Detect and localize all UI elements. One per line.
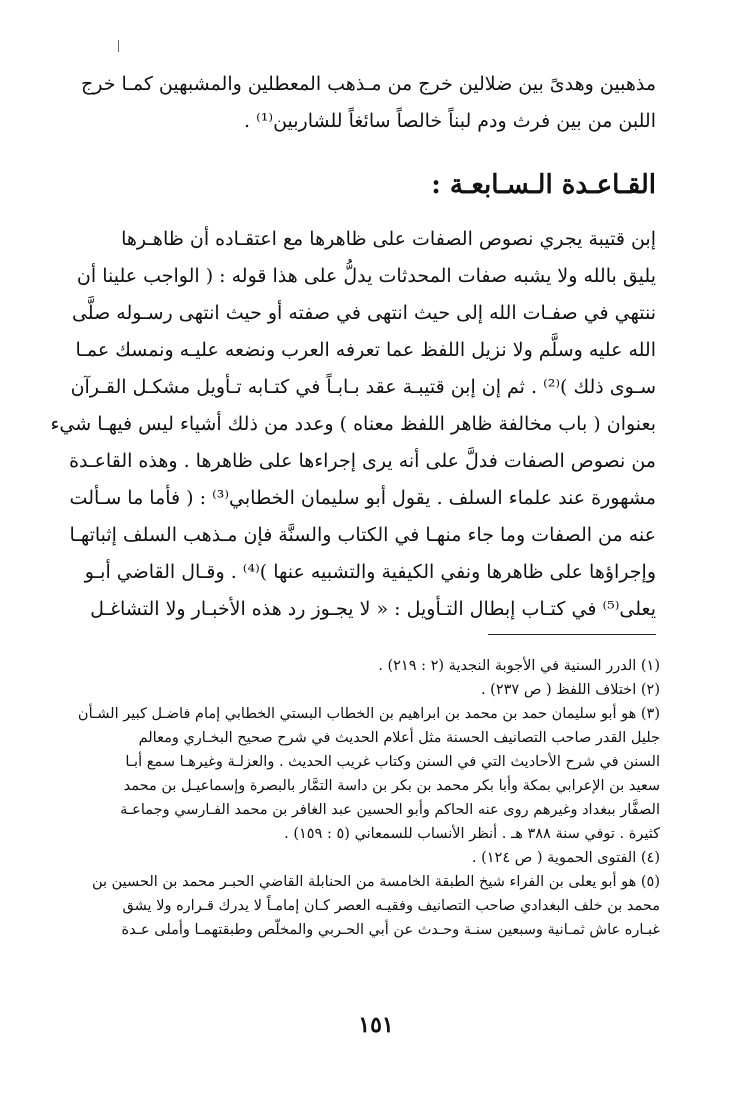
footnote-line: (١) الدرر السنية في الأجوبة النجدية (٢ : ٢١٩) . [378,658,660,674]
text-line: يليق بالله ولا يشبه صفات المحدثات يدلُّ على هذا قوله : ( الواجب علينا أن [76,265,656,287]
footnote-line: الصفَّار ببغداد وغيرهم روى عنه الحاكم وأبو الحسين عبد الغافر بن محمد الفـارسي وجماعـة [120,802,660,818]
footnote-line: محمد بن خلف البغدادي صاحب التصانيف وفقيـه العصر كـان إمامـاً لا يدرك قـراره ولا يشق [122,898,660,914]
text-line: مذهبين وهدىً بين ضلالين خرج من مـذهب المعطلين والمشبهين كمـا خرج [80,73,656,95]
text-line: من نصوص الصفات فدلَّ على أنه يرى إجراءها على ظاهرها . وهذه القاعـدة [69,450,656,472]
footnote-line: (٣) هو أبو سليمان حمد بن محمد بن ابراهيم بن الخطاب البستي الخطابي إمام فاضـل كبير الشـأن [77,706,660,722]
footnote-line: سعيد بن الإعرابي بمكة وأبا بكر محمد بن بكر بن داسة التمَّار بالبصرة وإسماعيـل بن محمد [123,778,660,794]
text-line: اللبن من بين فرث ودم لبناً خالصاً سائغاً للشاربين⁽¹⁾ . [244,110,656,132]
margin-mark [118,40,119,52]
text-line: سـوى ذلك )⁽²⁾ . ثم إن إبن قتيبـة عقد بـابـاً في كتـابه تـأويل مشكـل القـرآن [70,376,656,398]
main-paragraph [50,221,656,628]
text-line: الله عليه وسلَّم ولا نزيل اللفظ عما تعرفه العرب ونضعه عليـه ونمسك عمـا [75,339,656,361]
footnote-line: كثيرة . توفي سنة ٣٨٨ هـ . أنظر الأنساب للسمعاني (٥ : ١٥٩) . [284,826,660,842]
footnote-line: (٥) هو أبو يعلى بن الفراء شيخ الطبقة الخامسة من الحنابلة القاضي الحبـر محمد بن الحسين بن [91,874,660,890]
footnotes [77,654,660,942]
footnote-line: السنن في شرح الأحاديث التي في السنن وكتاب غريب الحديث . والعزلـة وغيرهـا سمع أبـا [125,754,660,770]
text-line: وإجراؤها على ظاهرها ونفي الكيفية والتشبيه عنها )⁽⁴⁾ . وقـال القاضي أبـو [84,561,656,583]
page-number: ١٥١ [358,1012,394,1038]
footnote-line: (٢) اختلاف اللفظ ( ص ٢٣٧) . [480,682,660,698]
text-line: عنه من الصفات وما جاء منهـا في الكتاب والسنَّة فإن مـذهب السلف إثباتهـا [69,524,656,546]
footnote-separator [488,634,656,635]
footnote-line: (٤) الفتوى الحموية ( ص ١٢٤) . [471,850,660,866]
footnote-line: جليل القدر صاحب التصانيف الحسنة مثل أعلام الحديث في شرح صحيح البخـاري ومعالم [138,730,660,746]
text-line: إبن قتيبة يجري نصوص الصفات على ظاهرها مع اعتقـاده أن ظاهـرها [121,228,656,250]
footnote-line: غبـاره عاش ثمـانية وسبعين سنـة وحـدث عن أبي الحـربي والمخلّص وطبقتهمـا وأملى عـدة [121,922,660,938]
text-line: مشهورة عند علماء السلف . يقول أبو سليمان الخطابي⁽³⁾ : ( فأما ما سـألت [69,487,656,509]
section-heading: القـاعـدة الـسـابعـة : [431,170,656,200]
text-line: بعنوان ( باب مخالفة ظاهر اللفظ معناه ) وعدد من ذلك أشياء ليس فيهـا شيء [50,413,656,435]
text-line: ننتهي في صفـات الله إلى حيث انتهى في صفته أو حيث انتهى رسـوله صلَّى [71,302,656,324]
intro-text [80,66,656,140]
text-line: يعلى⁽⁵⁾ في كتـاب إبطال التـأويل : « لا يجـوز رد هذه الأخبـار ولا التشاغـل [90,598,656,620]
